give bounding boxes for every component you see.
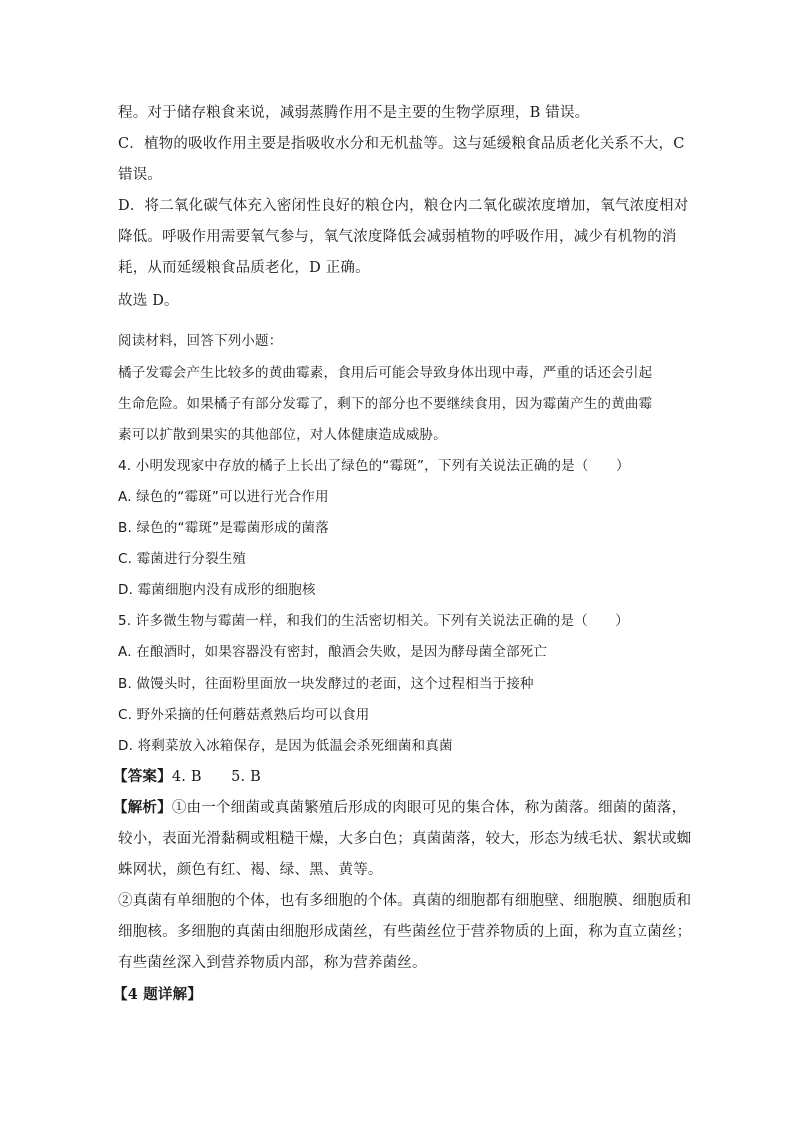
material-line2: 生命危险。如果橘子有部分发霉了，剩下的部分也不要继续食用，因为霉菌产生的黄曲霉 (118, 396, 653, 412)
conclusion: 故选 D。 (118, 293, 179, 309)
analysis-b-tail: 程。对于储存粮食来说，减弱蒸腾作用不是主要的生物学原理，B 错误。 (118, 105, 590, 121)
explanation-p1-line3: 蛛网状，颜色有红、褐、绿、黑、黄等。 (118, 862, 383, 878)
analysis-d-line2: 降低。呼吸作用需要氧气参与，氧气浓度降低会减弱植物的呼吸作用，减少有机物的消 (118, 229, 677, 245)
answer-text: 4. B 5. B (171, 769, 262, 785)
material-line3: 素可以扩散到果实的其他部位，对人体健康造成威胁。 (118, 427, 447, 443)
q4-option-b: B. 绿色的“霉斑”是霉菌形成的菌落 (118, 520, 329, 536)
analysis-c-line2: 错误。 (118, 167, 163, 183)
explanation-p2-line2: 细胞核。多细胞的真菌由细胞形成菌丝，有些菌丝位于营养物质的上面，称为直立菌丝； (118, 924, 692, 940)
detail-heading: 【4 题详解】 (113, 986, 203, 1003)
explanation-p1-line2: 较小，表面光滑黏稠或粗糙干燥，大多白色；真菌菌落，较大，形态为绒毛状、絮状或蜘 (118, 831, 692, 847)
q4-option-d: D. 霉菌细胞内没有成形的细胞核 (118, 582, 316, 598)
material-line1: 橘子发霉会产生比较多的黄曲霉素，食用后可能会导致身体出现中毒，严重的话还会引起 (118, 365, 653, 381)
q4-option-c: C. 霉菌进行分裂生殖 (118, 551, 247, 567)
q5-option-c: C. 野外采摘的任何蘑菇煮熟后均可以食用 (118, 707, 370, 723)
answer-label: 【答案】 (113, 768, 172, 785)
explanation-p2-line3: 有些菌丝深入到营养物质内部，称为营养菌丝。 (118, 955, 427, 971)
q5-option-b: B. 做馒头时，往面粉里面放一块发酵过的老面，这个过程相当于接种 (118, 676, 534, 692)
material-intro: 阅读材料，回答下列小题： (118, 333, 283, 349)
explanation-line1 (113, 799, 686, 817)
explanation-p1-line1: ①由一个细菌或真菌繁殖后形成的肉眼可见的集合体，称为菌落。细菌的菌落， (171, 800, 687, 816)
analysis-d-line1: D．将二氧化碳气体充入密闭性良好的粮仓内，粮仓内二氧化碳浓度增加，氧气浓度相对 (118, 198, 689, 214)
q4-stem: 4. 小明发现家中存放的橘子上长出了绿色的“霉斑”，下列有关说法正确的是（ ） (118, 458, 630, 474)
q4-option-a: A. 绿色的“霉斑”可以进行光合作用 (118, 489, 329, 505)
explanation-label: 【解析】 (113, 799, 172, 816)
q5-option-d: D. 将剩菜放入冰箱保存，是因为低温会杀死细菌和真菌 (118, 738, 453, 754)
analysis-c-line1: C．植物的吸收作用主要是指吸收水分和无机盐等。这与延缓粮食品质老化关系不大，C (118, 136, 685, 152)
explanation-p2-line1: ②真菌有单细胞的个体，也有多细胞的个体。真菌的细胞都有细胞壁、细胞膜、细胞质和 (118, 893, 692, 909)
analysis-d-line3: 耗，从而延缓粮食品质老化，D 正确。 (118, 260, 370, 276)
q5-stem: 5. 许多微生物与霉菌一样，和我们的生活密切相关。下列有关说法正确的是（ ） (118, 613, 629, 629)
q5-option-a: A. 在酿酒时，如果容器没有密封，酿酒会失败，是因为酵母菌全部死亡 (118, 644, 548, 660)
answer-line (113, 768, 261, 786)
